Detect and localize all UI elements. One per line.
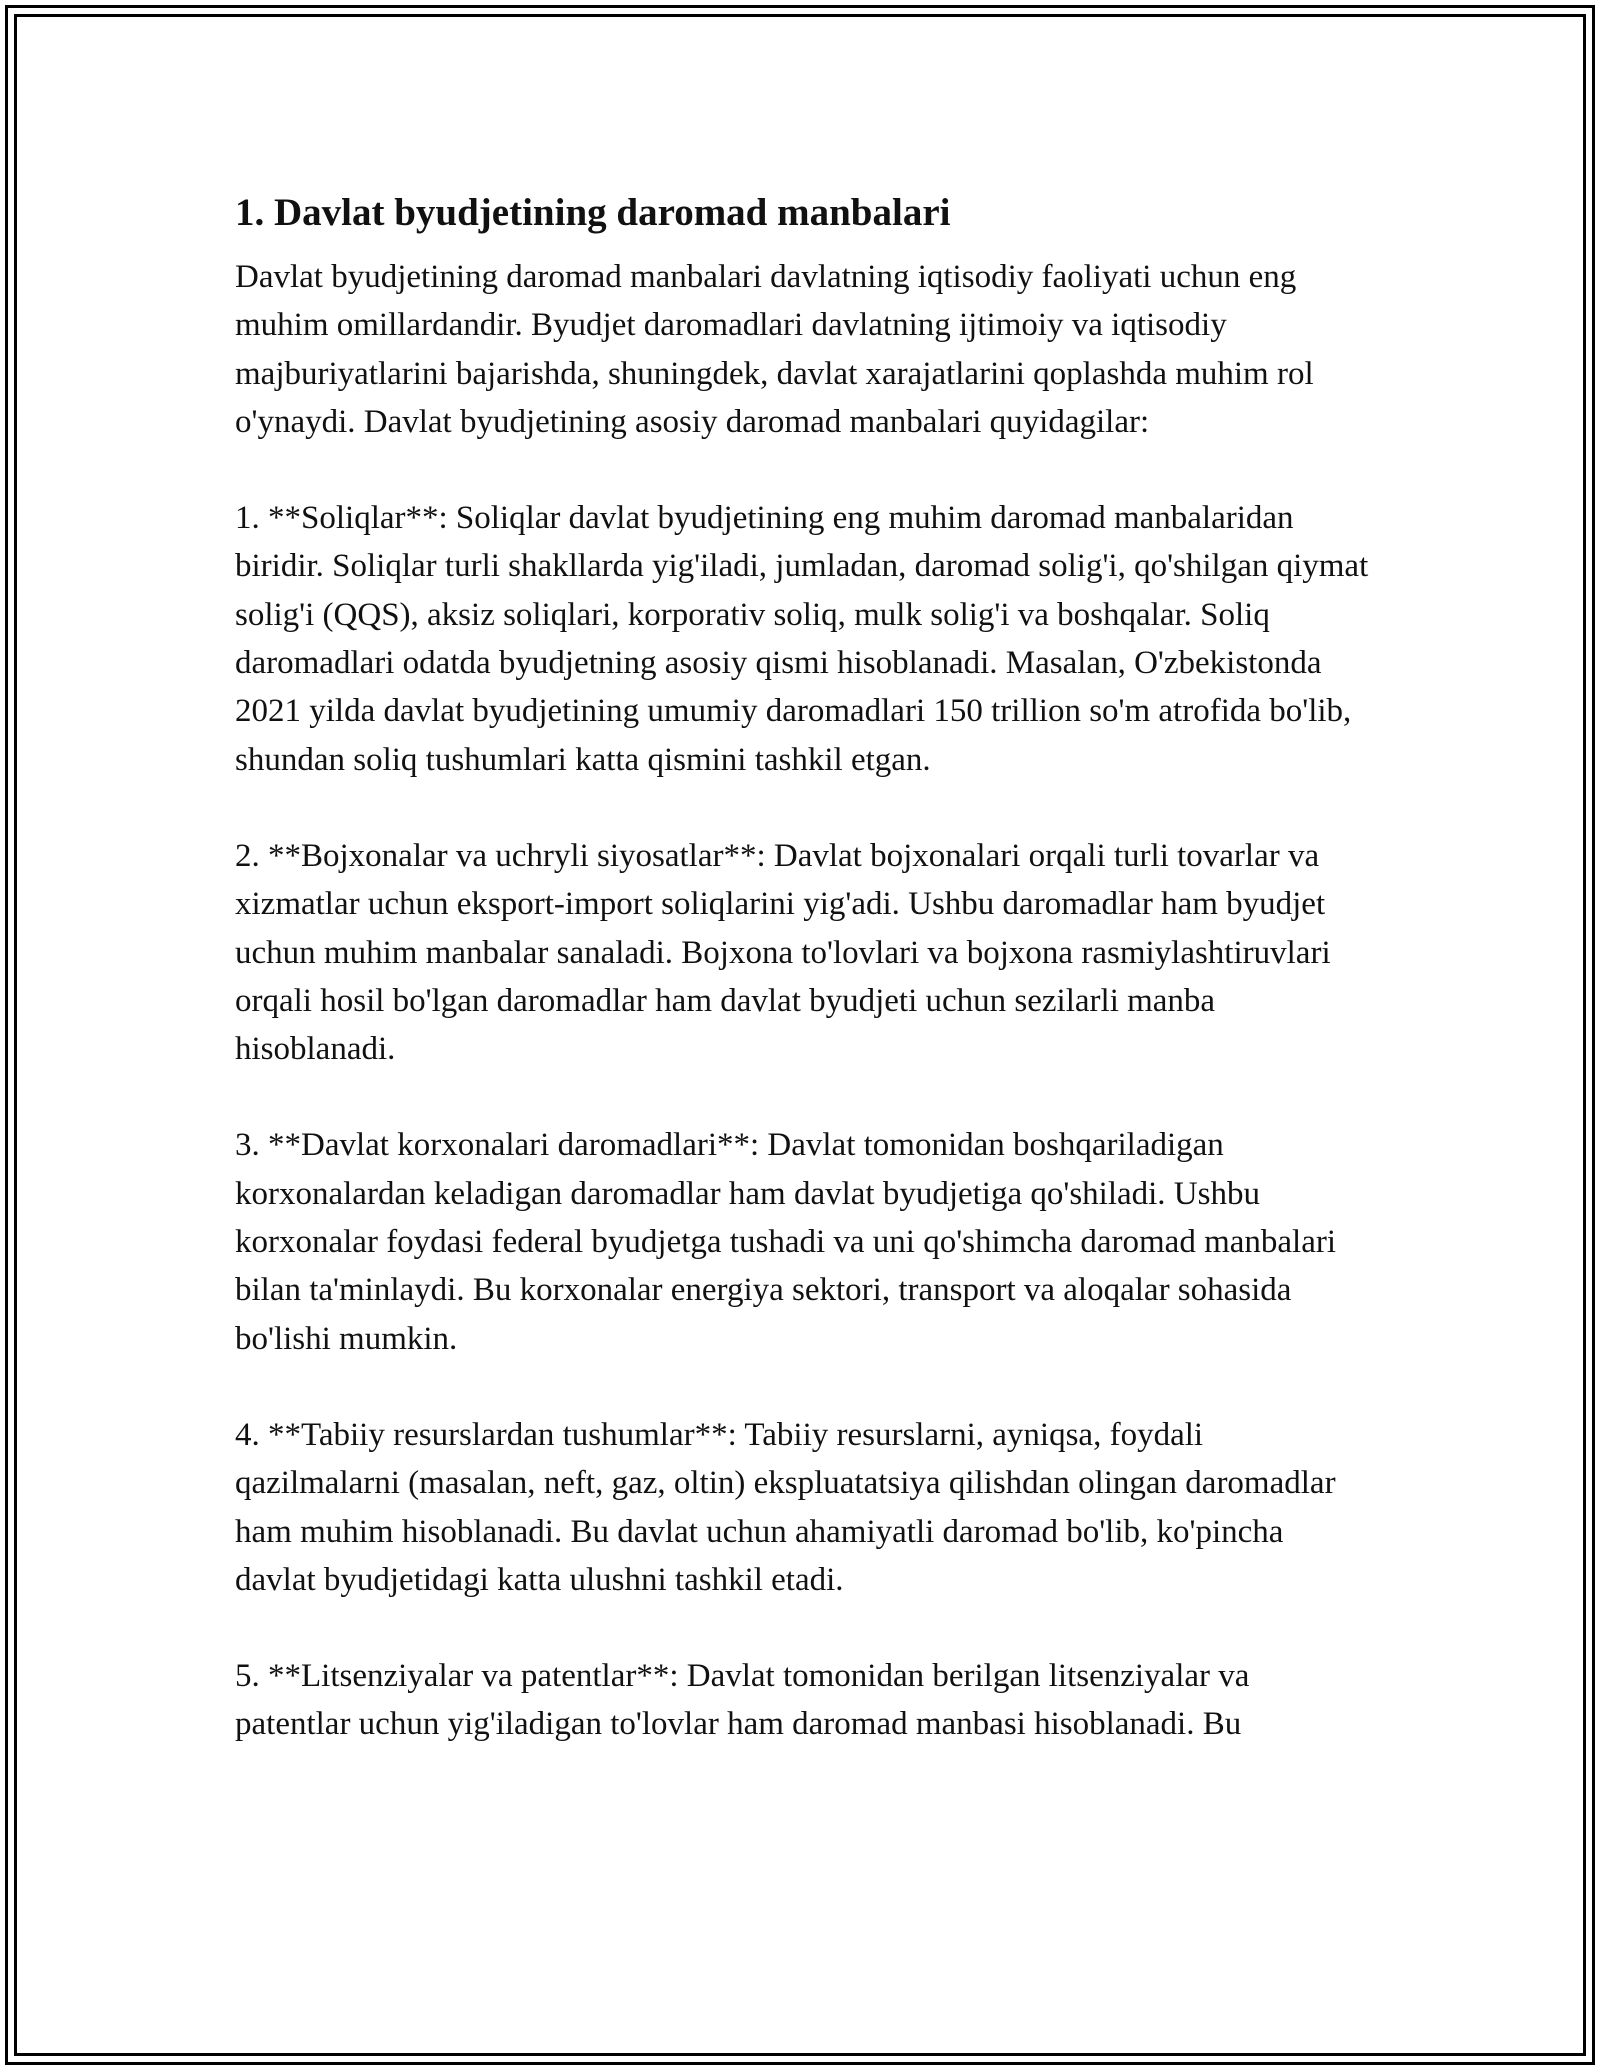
list-item-licenses-patents: 5. **Litsenziyalar va patentlar**: Davlat tomonidan berilgan litsenziyalar va patentlar uchun yig'iladigan to'lovlar ham daromad manbasi hisoblanadi. Bu [235, 1658, 1250, 1743]
intro-paragraph: Davlat byudjetining daromad manbalari davlatning iqtisodiy faoliyati uchun eng muhim omillardandir. Byudjet daromadlari davlatning ijtimoiy va iqtisodiy majburiyatlarini bajarishda, shuningdek, davlat xarajatlarini qoplashda muhim rol o'ynaydi. Davlat byudjetining asosiy daromad manbalari quyidagilar: [235, 259, 1314, 440]
list-item-taxes: 1. **Soliqlar**: Soliqlar davlat byudjetining eng muhim daromad manbalaridan biridir. Soliqlar turli shakllarda yig'iladi, jumladan, daromad solig'i, qo'shilgan qiymat solig'i (QQS), aksiz soliqlari, korporativ soliq, mulk solig'i va boshqalar. Soliq daromadlari odatda byudjetning asosiy qismi hisoblanadi. Masalan, O'zbekistonda 2021 yilda davlat byudjetining umumiy daromadlari 150 trillion so'm atrofida bo'lib, shundan soliq tushumlari katta qismini tashkil etgan. [235, 500, 1369, 778]
document-body [235, 185, 1370, 1797]
list-item-state-enterprises: 3. **Davlat korxonalari daromadlari**: Davlat tomonidan boshqariladigan korxonalardan keladigan daromadlar ham davlat byudjetiga qo'shiladi. Ushbu korxonalar foydasi federal byudjetga tushadi va uni qo'shimcha daromad manbalari bilan ta'minlaydi. Bu korxonalar energiya sektori, transport va aloqalar sohasida bo'lishi mumkin. [235, 1127, 1337, 1357]
list-item-natural-resources: 4. **Tabiiy resurslardan tushumlar**: Tabiiy resurslarni, ayniqsa, foydali qazilmalarni (masalan, neft, gaz, oltin) ekspluatatsiya qilishdan olingan daromadlar ham muhim hisoblanadi. Bu davlat uchun ahamiyatli daromad bo'lib, ko'pincha davlat byudjetidagi katta ulushni tashkil etadi. [235, 1416, 1336, 1598]
document-title: 1. Davlat byudjetining daromad manbalari [235, 191, 951, 234]
list-item-customs: 2. **Bojxonalar va uchryli siyosatlar**: Davlat bojxonalari orqali turli tovarlar va xizmatlar uchun eksport-import soliqlarini yig'adi. Ushbu daromadlar ham byudjet uchun muhim manbalar sanaladi. Bojxona to'lovlari va bojxona rasmiylashtiruvlari orqali hosil bo'lgan daromadlar ham davlat byudjeti uchun sezilarli manba hisoblanadi. [235, 837, 1331, 1068]
